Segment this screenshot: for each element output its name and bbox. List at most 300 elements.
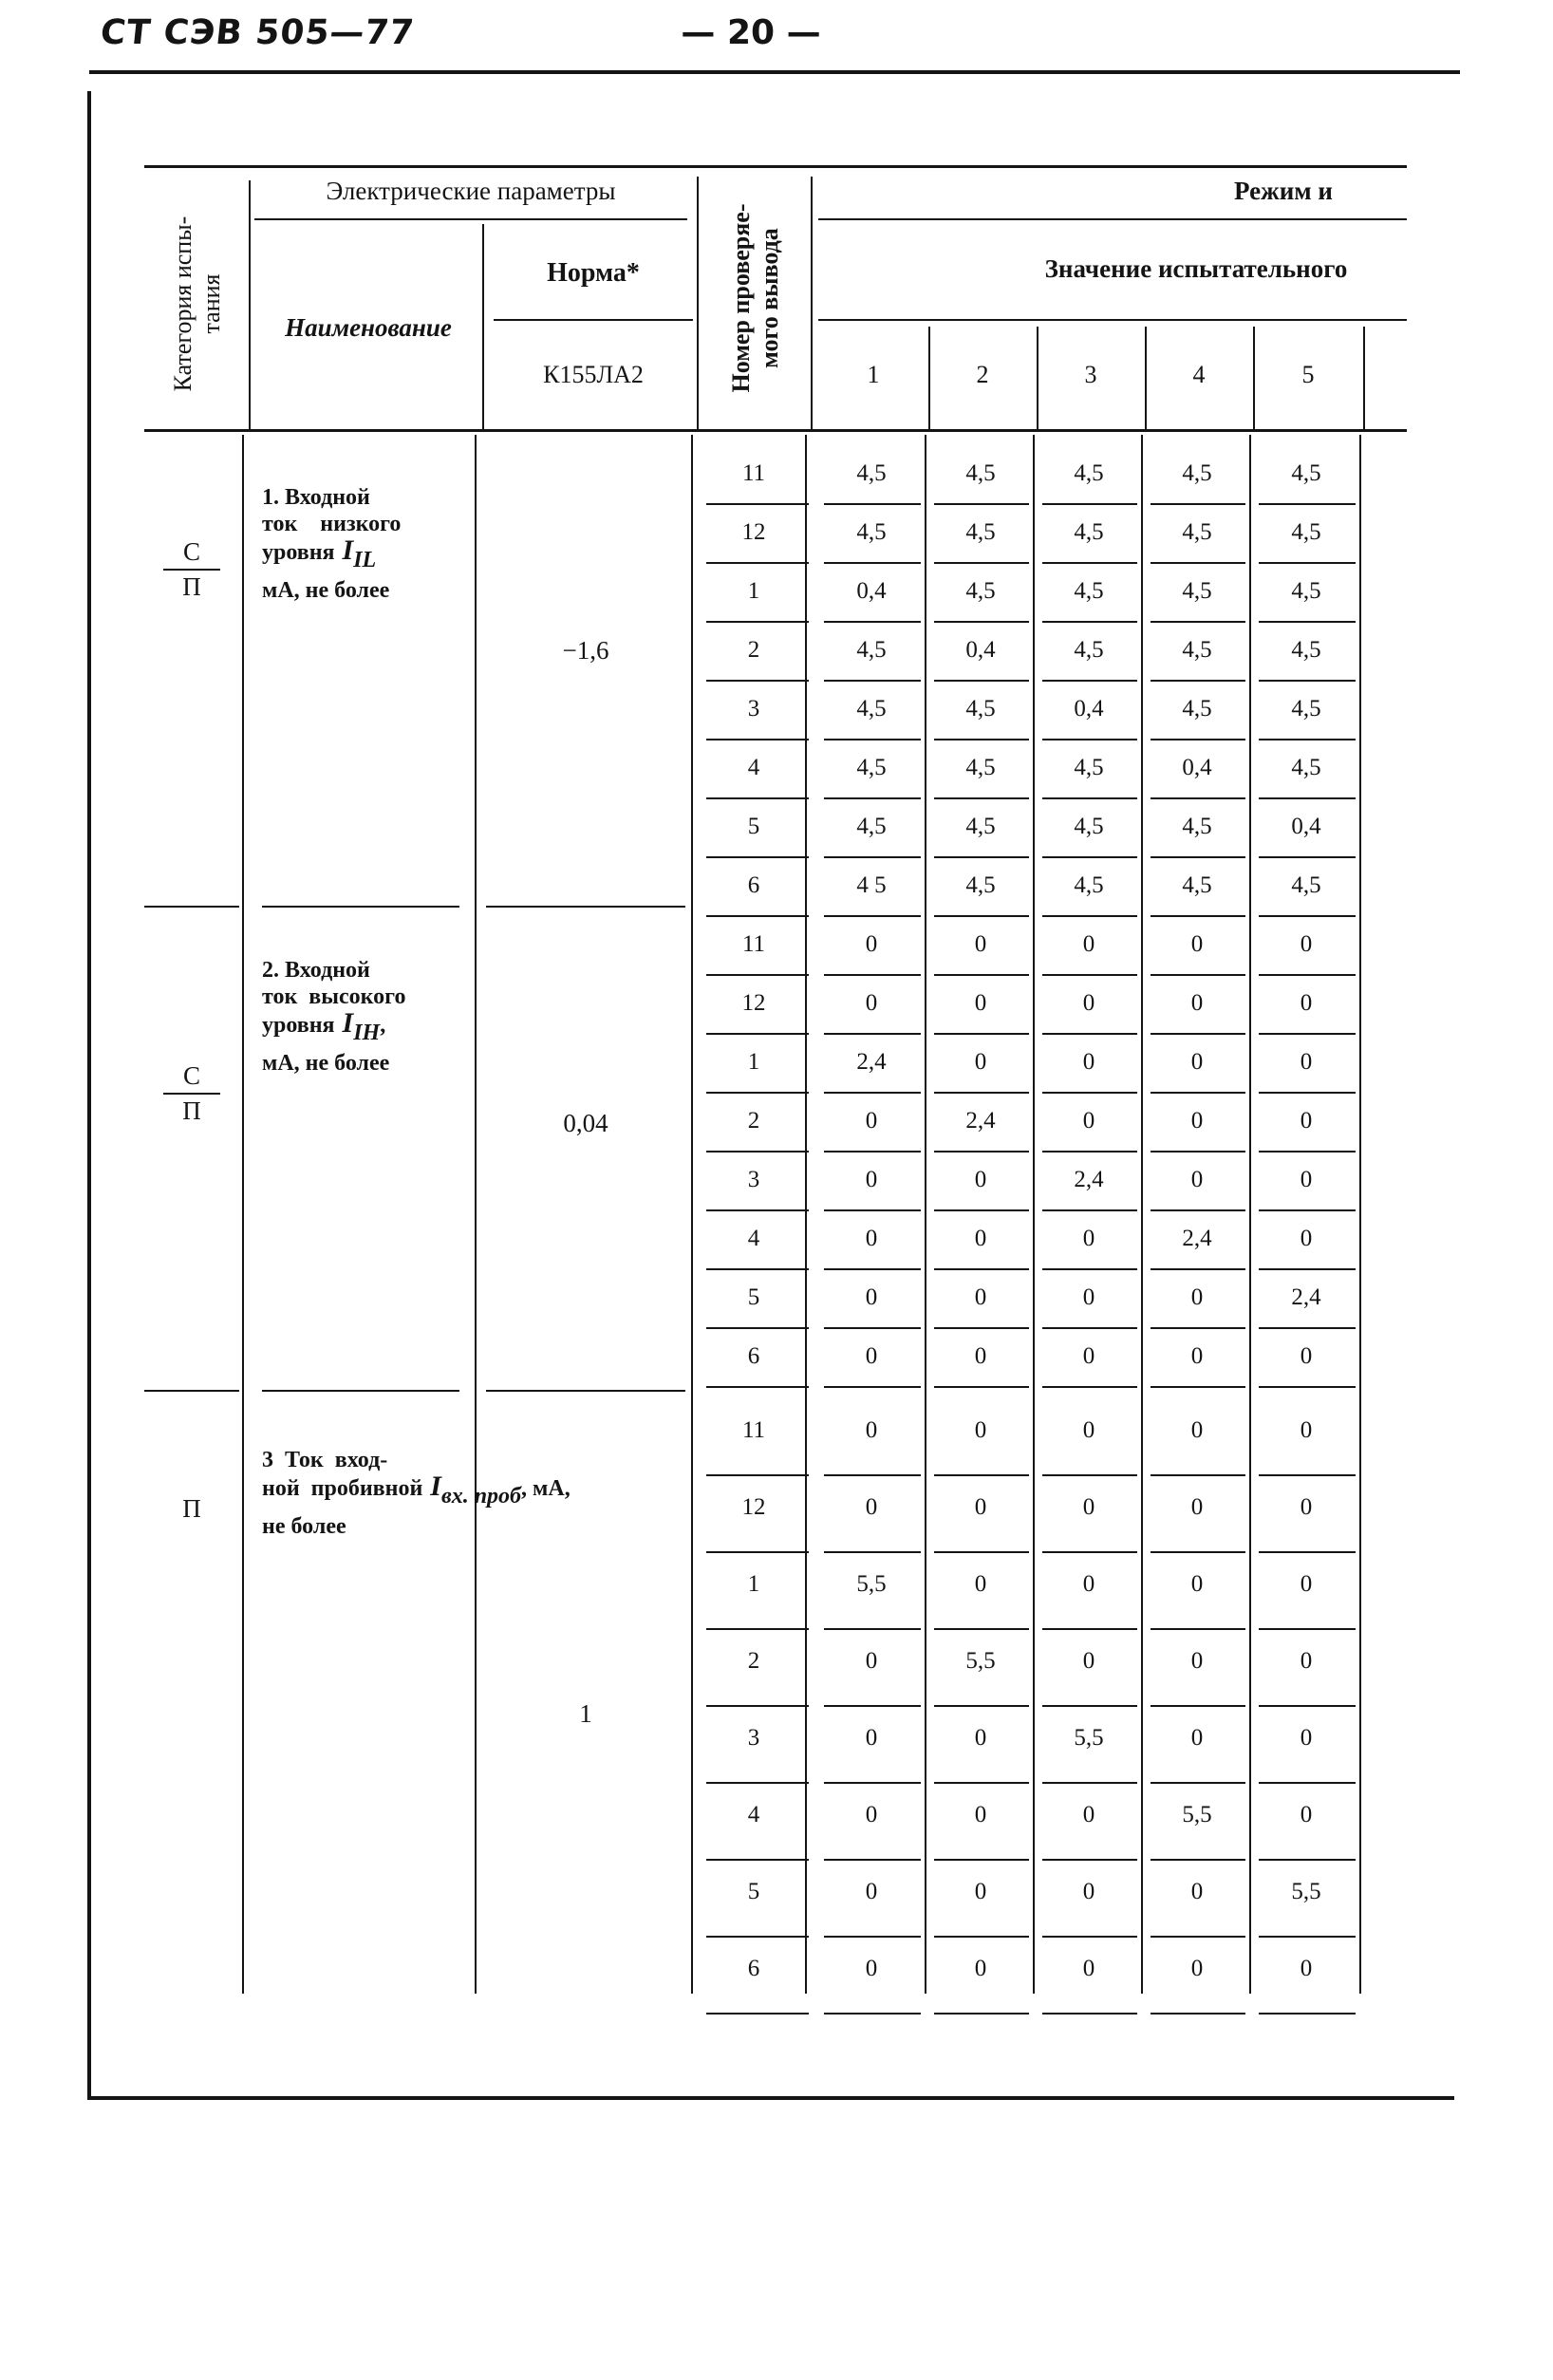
value-underline	[824, 797, 921, 799]
value-cell: 0	[1190, 1049, 1204, 1075]
value-underline	[824, 1092, 921, 1094]
value-underline	[1151, 1209, 1245, 1211]
value-cell: 0	[1300, 990, 1313, 1016]
value-underline	[824, 503, 921, 505]
value-underline	[1259, 1474, 1356, 1476]
vline-body-mode-3	[1141, 435, 1143, 1994]
value-underline	[934, 680, 1029, 682]
parameter-name-line: ной пробивной Iвх. проб, мА,	[262, 1471, 571, 1509]
value-cell: 5,5	[1074, 1725, 1104, 1751]
vline-mode-2	[1037, 327, 1038, 429]
pin-underline	[706, 1782, 809, 1784]
value-cell: 4,5	[965, 814, 996, 839]
value-underline	[1151, 1092, 1245, 1094]
value-cell: 4,5	[856, 460, 887, 486]
value-underline	[1259, 1033, 1356, 1035]
value-cell: 0	[1082, 1284, 1095, 1310]
value-underline	[1259, 1268, 1356, 1270]
value-underline	[1042, 739, 1137, 740]
value-cell: 4,5	[1074, 460, 1104, 486]
value-underline	[1042, 2013, 1137, 2015]
value-cell: 0	[974, 1802, 987, 1827]
value-cell: 4,5	[856, 814, 887, 839]
value-underline	[1042, 1386, 1137, 1388]
value-underline	[934, 1705, 1029, 1707]
pin-cell: 3	[747, 1725, 760, 1751]
value-cell: 0	[1190, 1725, 1204, 1751]
value-cell: 0	[1300, 1167, 1313, 1192]
value-underline	[1151, 1628, 1245, 1630]
parameter-name-line: уровня IIL	[262, 534, 377, 572]
part-header: К155ЛА2	[543, 361, 644, 388]
parameter-name-line: 2. Входной	[262, 958, 370, 983]
pin-underline	[706, 1033, 809, 1035]
value-cell: 4,5	[1182, 578, 1212, 604]
value-underline	[824, 856, 921, 858]
pin-cell: 4	[747, 755, 760, 780]
value-cell: 4,5	[965, 696, 996, 721]
value-underline	[1042, 1092, 1137, 1094]
value-underline	[824, 1151, 921, 1153]
vline-mode-5	[1363, 327, 1365, 429]
value-underline	[1042, 680, 1137, 682]
value-cell: 0	[1082, 1226, 1095, 1251]
value-underline	[1151, 1551, 1245, 1553]
value-cell: 4,5	[1182, 872, 1212, 898]
parameter-name-line: 3 Ток вход-	[262, 1448, 388, 1472]
pin-underline	[706, 1628, 809, 1630]
pin-cell: 5	[747, 814, 760, 839]
pin-cell: 6	[747, 1956, 760, 1981]
pin-underline	[706, 1209, 809, 1211]
value-underline	[934, 1551, 1029, 1553]
value-underline	[934, 1628, 1029, 1630]
value-underline	[1151, 2013, 1245, 2015]
pin-underline	[706, 503, 809, 505]
value-cell: 2,4	[1074, 1167, 1104, 1192]
parameter-symbol: I	[430, 1471, 441, 1502]
parameter-name-tail: мА, не более	[262, 1051, 390, 1076]
value-underline	[934, 739, 1029, 740]
value-cell: 0	[1082, 1648, 1095, 1674]
value-underline	[1151, 680, 1245, 682]
value-underline	[824, 974, 921, 976]
value-cell: 0	[974, 1571, 987, 1597]
value-cell: 0	[1190, 931, 1204, 957]
value-underline	[934, 1859, 1029, 1861]
value-cell: 0	[1082, 1049, 1095, 1075]
value-underline	[934, 1092, 1029, 1094]
value-cell: 0	[1300, 1802, 1313, 1827]
value-cell: 4,5	[1291, 755, 1321, 780]
value-underline	[824, 1209, 921, 1211]
parameter-name	[262, 1447, 571, 1540]
value-cell: 2,4	[965, 1108, 996, 1134]
value-cell: 0	[1300, 1049, 1313, 1075]
value-cell: 0	[1190, 1494, 1204, 1520]
header-rule	[89, 70, 1460, 74]
value-cell: 0	[1190, 1167, 1204, 1192]
parameter-symbol: I	[342, 534, 354, 566]
value-cell: 0	[1190, 1879, 1204, 1904]
value-underline	[934, 621, 1029, 623]
value-underline	[1151, 1474, 1245, 1476]
parameter-name-line: ток высокого	[262, 984, 406, 1009]
value-cell: 0	[1190, 1417, 1204, 1443]
group-sep-norm-1	[486, 906, 685, 908]
pin-underline	[706, 1859, 809, 1861]
value-cell: 0	[1082, 1802, 1095, 1827]
parameter-symbol-tail: ,	[380, 1013, 386, 1038]
pin-underline	[706, 739, 809, 740]
value-cell: 0	[865, 1648, 878, 1674]
value-underline	[934, 2013, 1029, 2015]
value-underline	[934, 974, 1029, 976]
value-underline	[1151, 797, 1245, 799]
value-underline	[934, 1327, 1029, 1329]
value-underline	[1151, 562, 1245, 564]
value-cell: 4,5	[965, 872, 996, 898]
value-cell: 0	[1082, 1343, 1095, 1369]
value-cell: 0	[865, 1879, 878, 1904]
value-underline	[1259, 1209, 1356, 1211]
value-cell: 0	[974, 1879, 987, 1904]
category-header-text: Категория испы- тания	[169, 216, 225, 392]
value-cell: 0	[974, 990, 987, 1016]
value-cell: 4,5	[1182, 519, 1212, 545]
pin-underline	[706, 1474, 809, 1476]
value-underline	[1151, 1033, 1245, 1035]
value-underline	[1259, 1859, 1356, 1861]
header-bottom-line	[144, 429, 1407, 432]
value-cell: 0	[865, 1725, 878, 1751]
value-cell: 4,5	[1074, 519, 1104, 545]
value-cell: 0	[865, 1417, 878, 1443]
pin-cell: 4	[747, 1226, 760, 1251]
frame-bottom-rule	[87, 2096, 1454, 2100]
vline-pin	[811, 177, 813, 429]
mode-column-5: 5	[1301, 361, 1315, 388]
value-cell: 4 5	[856, 872, 887, 898]
value-underline	[1042, 1782, 1137, 1784]
pin-underline	[706, 621, 809, 623]
value-cell: 5,5	[965, 1648, 996, 1674]
value-underline	[824, 1033, 921, 1035]
value-cell: 5,5	[856, 1571, 887, 1597]
value-cell: 4,5	[965, 755, 996, 780]
vline-mode-3	[1145, 327, 1147, 429]
elec-params-underline	[254, 218, 687, 220]
value-cell: 0	[974, 1167, 987, 1192]
value-underline	[824, 1628, 921, 1630]
category-bottom: П	[182, 572, 201, 601]
value-cell: 4,5	[1291, 872, 1321, 898]
value-underline	[1259, 1092, 1356, 1094]
vline-mode-4	[1253, 327, 1255, 429]
norm-value: −1,6	[562, 636, 609, 665]
norm-value: 0,04	[563, 1109, 608, 1137]
value-cell: 4,5	[1074, 814, 1104, 839]
value-cell: 0	[1300, 1343, 1313, 1369]
pin-cell: 11	[741, 460, 766, 486]
value-cell: 0	[865, 931, 878, 957]
parameter-symbol-sub: IH	[353, 1021, 381, 1045]
value-underline	[934, 1268, 1029, 1270]
value-underline	[1259, 1628, 1356, 1630]
value-cell: 0	[1190, 1108, 1204, 1134]
value-underline	[1259, 1936, 1356, 1938]
pin-underline	[706, 1268, 809, 1270]
group-sep-category-2	[144, 1390, 239, 1392]
pin-cell: 6	[747, 1343, 760, 1369]
value-cell: 4,5	[856, 637, 887, 663]
vline-params	[697, 177, 699, 429]
pin-underline	[706, 915, 809, 917]
value-cell: 2,4	[1291, 1284, 1321, 1310]
value-underline	[1042, 915, 1137, 917]
value-underline	[824, 1782, 921, 1784]
value-cell: 0	[865, 1956, 878, 1981]
value-cell: 0,4	[1291, 814, 1321, 839]
vline-body-mode-4	[1249, 435, 1251, 1994]
value-cell: 0	[1190, 1571, 1204, 1597]
value-cell: 0	[865, 1494, 878, 1520]
value-cell: 4,5	[1074, 755, 1104, 780]
value-cell: 0	[974, 1417, 987, 1443]
parameter-symbol: I	[342, 1007, 354, 1039]
value-underline	[934, 1782, 1029, 1784]
header-top-line	[144, 165, 1407, 168]
value-cell: 0	[1082, 1956, 1095, 1981]
parameter-name	[262, 957, 471, 1077]
test-value-header: Значение испытательного	[1044, 254, 1348, 283]
value-cell: 2,4	[1182, 1226, 1212, 1251]
value-cell: 0	[974, 1284, 987, 1310]
value-underline	[824, 1386, 921, 1388]
value-underline	[1151, 621, 1245, 623]
value-underline	[934, 503, 1029, 505]
value-underline	[824, 680, 921, 682]
pin-cell: 6	[747, 872, 760, 898]
value-underline	[1151, 1859, 1245, 1861]
value-underline	[934, 1936, 1029, 1938]
elec-params-header: Электрические параметры	[326, 177, 616, 205]
value-cell: 4,5	[1182, 696, 1212, 721]
vline-body-mode-2	[1033, 435, 1035, 1994]
value-cell: 0	[865, 990, 878, 1016]
value-underline	[1259, 621, 1356, 623]
value-underline	[934, 1386, 1029, 1388]
pin-underline	[706, 974, 809, 976]
pin-number-header	[727, 179, 784, 417]
value-cell: 0	[974, 1049, 987, 1075]
category-top: С	[182, 1061, 200, 1090]
value-underline	[824, 2013, 921, 2015]
parameter-name-tail: мА, не более	[262, 578, 390, 603]
category-fraction	[163, 537, 220, 602]
pin-cell: 2	[747, 1648, 760, 1674]
value-underline	[824, 621, 921, 623]
value-cell: 4,5	[856, 519, 887, 545]
value-cell: 4,5	[856, 696, 887, 721]
value-underline	[1042, 1628, 1137, 1630]
value-underline	[1259, 739, 1356, 740]
vline-body-norm	[691, 435, 693, 1994]
value-cell: 4,5	[1291, 696, 1321, 721]
parameter-symbol-sub: IL	[353, 548, 377, 572]
value-underline	[1259, 2013, 1356, 2015]
value-cell: 0	[1082, 931, 1095, 957]
mode-column-2: 2	[976, 361, 989, 388]
value-underline	[1042, 1705, 1137, 1707]
value-underline	[1259, 1782, 1356, 1784]
parameter-name-line: ток низкого	[262, 512, 402, 536]
mode-header: Режим и	[1234, 177, 1333, 205]
group-sep-norm-2	[486, 1390, 685, 1392]
pin-underline	[706, 1092, 809, 1094]
pin-underline	[706, 680, 809, 682]
value-underline	[1259, 1151, 1356, 1153]
value-underline	[824, 739, 921, 740]
value-cell: 4,5	[1291, 460, 1321, 486]
pin-underline	[706, 1551, 809, 1553]
value-cell: 4,5	[1074, 637, 1104, 663]
value-cell: 4,5	[1291, 578, 1321, 604]
value-underline	[1151, 974, 1245, 976]
value-underline	[1259, 915, 1356, 917]
vline-name	[482, 224, 484, 429]
pin-cell: 12	[741, 519, 766, 545]
pin-underline	[706, 1386, 809, 1388]
parameter-name-line: уровня IIH,	[262, 1007, 386, 1045]
value-cell: 4,5	[965, 460, 996, 486]
category-fraction	[163, 1061, 220, 1126]
pin-cell: 2	[747, 1108, 760, 1134]
pin-cell: 5	[747, 1879, 760, 1904]
value-cell: 4,5	[965, 578, 996, 604]
value-cell: 0	[974, 1956, 987, 1981]
pin-underline	[706, 797, 809, 799]
value-cell: 0	[1082, 1879, 1095, 1904]
value-cell: 0	[1300, 1417, 1313, 1443]
value-cell: 4,5	[965, 519, 996, 545]
value-underline	[1259, 562, 1356, 564]
value-underline	[1042, 856, 1137, 858]
value-cell: 0	[1300, 1956, 1313, 1981]
value-underline	[1151, 1327, 1245, 1329]
value-cell: 0,4	[965, 637, 996, 663]
pin-cell: 12	[741, 1494, 766, 1520]
pin-underline	[706, 856, 809, 858]
value-underline	[1042, 1859, 1137, 1861]
value-cell: 0	[1190, 1648, 1204, 1674]
value-underline	[824, 1936, 921, 1938]
pin-cell: 3	[747, 1167, 760, 1192]
group-sep-name-1	[262, 906, 459, 908]
value-underline	[934, 915, 1029, 917]
value-underline	[1042, 1209, 1137, 1211]
vline-body-mode-5	[1359, 435, 1361, 1994]
value-cell: 0	[1300, 1571, 1313, 1597]
pin-cell: 12	[741, 990, 766, 1016]
value-cell: 0	[1300, 1725, 1313, 1751]
value-underline	[1259, 503, 1356, 505]
value-cell: 0	[1082, 1494, 1095, 1520]
vline-body-name	[475, 435, 477, 1994]
name-header: Наименование	[285, 313, 452, 342]
value-underline	[934, 797, 1029, 799]
value-underline	[1042, 1327, 1137, 1329]
value-cell: 5,5	[1291, 1879, 1321, 1904]
parameter-name-line: 1. Входной	[262, 485, 370, 510]
value-underline	[1259, 1327, 1356, 1329]
value-cell: 4,5	[1074, 872, 1104, 898]
norm-value: 1	[579, 1699, 592, 1728]
pin-underline	[706, 1327, 809, 1329]
value-underline	[934, 1033, 1029, 1035]
value-underline	[824, 1705, 921, 1707]
value-underline	[1151, 503, 1245, 505]
value-underline	[1259, 974, 1356, 976]
parameter-symbol-tail: , мА,	[521, 1476, 571, 1501]
value-cell: 0	[865, 1226, 878, 1251]
pin-cell: 3	[747, 696, 760, 721]
value-cell: 0	[865, 1167, 878, 1192]
value-underline	[1042, 797, 1137, 799]
value-cell: 4,5	[1182, 460, 1212, 486]
value-underline	[824, 1859, 921, 1861]
value-cell: 4,5	[1291, 519, 1321, 545]
value-underline	[1042, 1151, 1137, 1153]
pin-underline	[706, 562, 809, 564]
value-cell: 0	[1300, 1494, 1313, 1520]
value-underline	[1259, 680, 1356, 682]
vline-mode-1	[928, 327, 930, 429]
value-underline	[1151, 856, 1245, 858]
category-bar	[163, 569, 220, 571]
value-cell: 0	[1190, 1956, 1204, 1981]
value-underline	[1042, 1268, 1137, 1270]
pin-cell: 1	[747, 578, 760, 604]
pin-cell: 1	[747, 1049, 760, 1075]
value-underline	[1151, 915, 1245, 917]
value-underline	[1259, 1386, 1356, 1388]
pin-cell: 1	[747, 1571, 760, 1597]
value-underline	[1042, 974, 1137, 976]
value-underline	[824, 1268, 921, 1270]
value-underline	[1042, 1551, 1137, 1553]
mode-column-4: 4	[1192, 361, 1206, 388]
value-underline	[934, 1151, 1029, 1153]
value-cell: 4,5	[1182, 637, 1212, 663]
pin-cell: 2	[747, 637, 760, 663]
norm-underline	[494, 319, 693, 321]
vline-body-pin	[805, 435, 807, 1994]
value-underline	[824, 1551, 921, 1553]
category-bar	[163, 1093, 220, 1095]
vline-category	[249, 180, 251, 429]
parameter-symbol-sub: вх. проб	[440, 1484, 522, 1509]
pin-cell: 11	[741, 1417, 766, 1443]
value-cell: 4,5	[1182, 814, 1212, 839]
value-underline	[824, 1327, 921, 1329]
value-underline	[1151, 1386, 1245, 1388]
value-underline	[1259, 1705, 1356, 1707]
mode-column-1: 1	[867, 361, 880, 388]
value-underline	[1042, 1474, 1137, 1476]
value-cell: 0	[974, 1494, 987, 1520]
value-cell: 0	[865, 1802, 878, 1827]
